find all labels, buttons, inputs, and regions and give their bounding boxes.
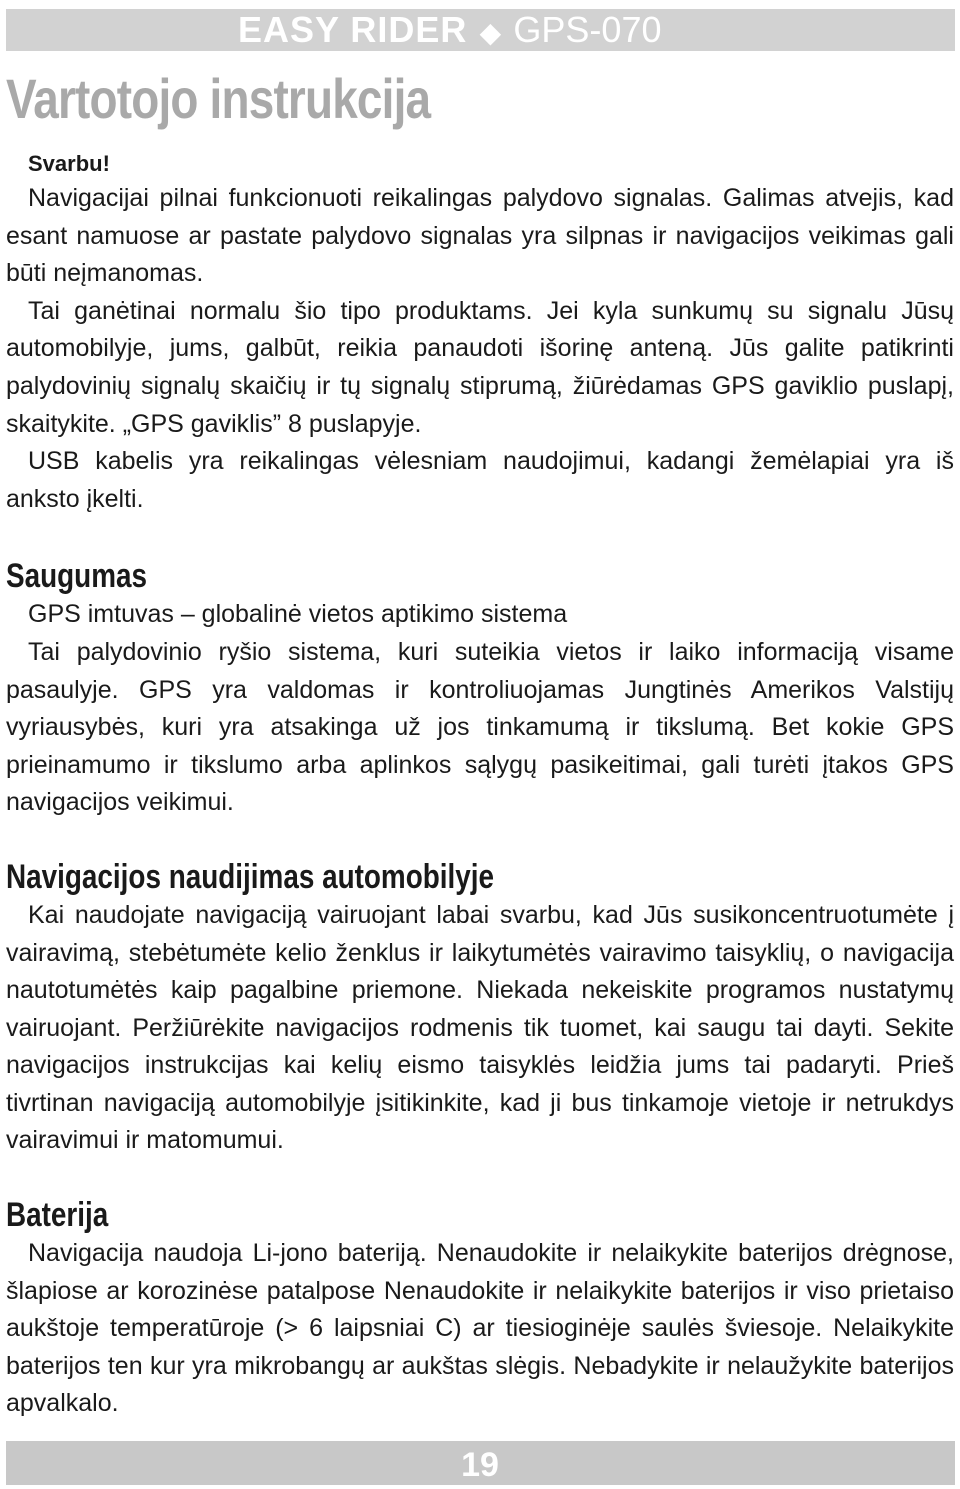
car-navigation-section: [6, 857, 954, 1160]
model-name: GPS-070: [513, 9, 662, 50]
safety-heading: Saugumas: [6, 557, 148, 596]
document-body: [6, 148, 954, 1423]
important-section: [6, 148, 954, 518]
page-number: 19: [461, 1446, 499, 1484]
page-title: Vartotojo instrukcija: [6, 67, 431, 130]
important-paragraph-1: Navigacijai pilnai funkcionuoti reikalingas palydovo signalas. Galimas atvejis, kad esant namuose ar pastate palydovo signalas yra silpnas ir navigacijos veikimas gali būti neįmanomas.: [6, 184, 954, 288]
battery-paragraph: Navigacija naudoja Li-jono bateriją. Nenaudokite ir nelaikykite baterijos drėgnose, šlapiose ar korozinėse patalpose Nenaudokite ir nelaikykite baterijos ir viso prietaiso aukštoje temperatūroje (> 6 laipsniai C) ar tiesioginėje saulės šviesoje. Nelaikykite baterijos ten kur yra mikrobangų ar aukštas slėgis. Nebadykite ir nelaužykite baterijos apvalkalo.: [6, 1239, 954, 1418]
safety-paragraph-2: Tai palydovinio ryšio sistema, kuri suteikia vietos ir laiko informaciją visame pasaulyje. GPS yra valdomas ir kontroliuojamas Jungtinės Amerikos Valstijų vyriausybės, kuri yra atsakinga už jos tinkamumą ir tikslumą. Bet kokie GPS prieinamumo ir tikslumo arba aplinkos sąlygų pasikeitimai, gali turėti įtakos GPS navigacijos veikimui.: [6, 637, 954, 817]
safety-section: [6, 556, 954, 822]
important-label: Svarbu!: [28, 151, 110, 176]
safety-paragraph-1: GPS imtuvas – globalinė vietos aptikimo sistema: [28, 600, 568, 629]
diamond-icon: ◆: [479, 17, 502, 48]
car-navigation-paragraph: Kai naudojate navigaciją vairuojant labai svarbu, kad Jūs susikoncentruotumėte į vairavimą, stebėtumėte kelio ženklus ir laikytumėtės vairavimo taisyklių, o navigacija nautotumėtės kaip pagalbine priemone. Niekada nekeiskite programos nustatymų vairuojant. Peržiūrėkite navigacijos rodmenis tik tuomet, kai saugu tai dayti. Sekite navigacijos instrukcijas kai kelių eismo taisyklės leidžia jums tai padaryti. Prieš tivrtinan navigaciją automobilyje įsitikinkite, kad ji bus tinkamoje vietoje ir netrukdys vairavimui ir matomumui.: [6, 900, 954, 1155]
battery-section: [6, 1195, 954, 1423]
brand-name: EASY RIDER: [238, 9, 468, 50]
important-paragraph-3: USB kabelis yra reikalingas vėlesniam naudojimui, kadangi žemėlapiai yra iš anksto įkelti.: [6, 447, 954, 513]
battery-heading: Baterija: [6, 1196, 109, 1235]
car-navigation-heading: Navigacijos naudijimas automobilyje: [6, 857, 495, 896]
header-title: [238, 9, 661, 51]
important-paragraph-2: Tai ganėtinai normalu šio tipo produktams. Jei kyla sunkumų su signalu Jūsų automobilyje, jums, galbūt, reikia panaudoti išorinę anteną. Jūs galite patikrinti palydovinių signalų skaičių ir tų signalų stiprumą, žiūrėdamas GPS gaviklio puslapį, skaitykite. „GPS gaviklis” 8 puslapyje.: [6, 296, 954, 438]
